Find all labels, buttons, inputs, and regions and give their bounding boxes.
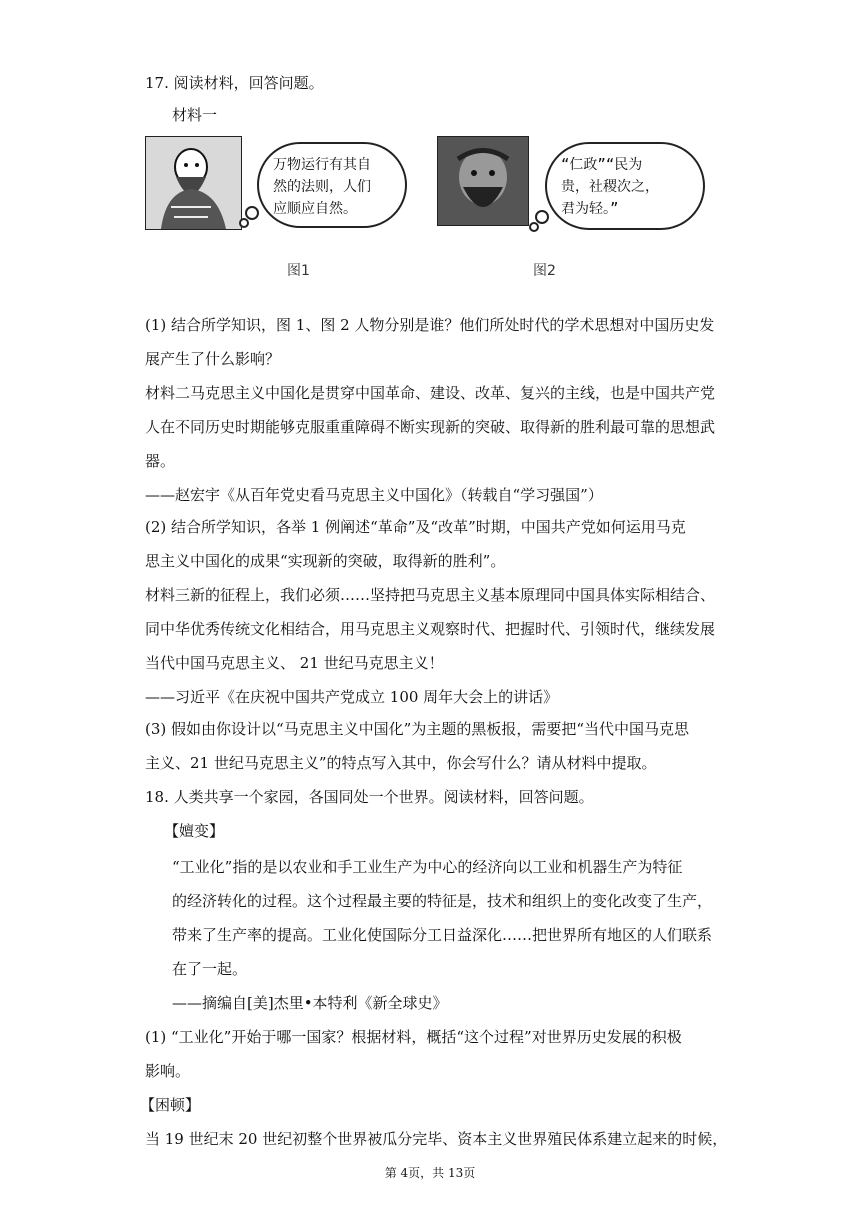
material3-line1: 材料三新的征程上，我们必须……坚持把马克思主义基本原理同中国具体实际相结合、 [145, 586, 716, 604]
q17-sub2-line1: (2) 结合所学知识，各举 1 例阐述“革命”及“改革”时期，中国共产党如何运用马克 [145, 518, 686, 536]
material2-line1: 材料二马克思主义中国化是贯穿中国革命、建设、改革、复兴的主线，也是中国共产党 [145, 384, 716, 402]
material2-source: ——赵宏宇《从百年党史看马克思主义中国化》（转载自“学习强国”） [145, 486, 603, 504]
q18-material-line2: 的经济转化的过程。这个过程最主要的特征是，技术和组织上的变化改变了生产， [172, 892, 713, 910]
material1-figure [145, 128, 725, 288]
q18-section-transform: 【嬗变】 [164, 822, 225, 840]
q17-sub1-line1: (1) 结合所学知识，图 1、图 2 人物分别是谁？他们所处时代的学术思想对中国历史发 [145, 316, 715, 334]
figure-caption-2: 图2 [533, 263, 556, 279]
bubble1-line: 应顺应自然。 [273, 201, 357, 217]
material3-source: ——习近平《在庆祝中国共产党成立 100 周年大会上的讲话》 [145, 688, 559, 706]
bubble2-line: “仁政”“民为 [561, 157, 643, 173]
portrait-figure2 [437, 136, 529, 226]
bubble2-line: 君为轻。” [561, 201, 619, 217]
q18-material-line4: 在了一起。 [172, 960, 248, 978]
q18-sub1-line1: (1) “工业化”开始于哪一国家？根据材料，概括“这个过程”对世界历史发展的积极 [145, 1028, 682, 1046]
q17-title: 17. 阅读材料，回答问题。 [145, 74, 324, 92]
material1-label: 材料一 [172, 106, 218, 124]
q17-sub1-line2: 展产生了什么影响？ [145, 350, 281, 368]
q17-sub2-line2: 思主义中国化的成果“实现新的突破，取得新的胜利”。 [145, 552, 506, 570]
figure-caption-1: 图1 [287, 263, 310, 279]
bubble-dot [245, 206, 259, 220]
portrait-figure1 [145, 136, 242, 230]
q18-material-line1: “工业化”指的是以农业和手工业生产为中心的经济向以工业和机器生产为特征 [172, 858, 683, 876]
q18-sub1-line2: 影响。 [145, 1062, 191, 1080]
q18-title: 18. 人类共享一个家园，各国同处一个世界。阅读材料，回答问题。 [145, 788, 594, 806]
bubble1-line: 万物运行有其自 [273, 157, 371, 173]
q18-material-line3: 带来了生产率的提高。工业化使国际分工日益深化……把世界所有地区的人们联系 [172, 926, 713, 944]
material3-line3: 当代中国马克思主义、 21 世纪马克思主义！ [145, 654, 444, 672]
material2-line3: 器。 [145, 452, 176, 470]
material2-line2: 人在不同历史时期能够克服重重障碍不断实现新的突破、取得新的胜利最可靠的思想武 [145, 418, 716, 436]
bubble1-line: 然的法则，人们 [273, 179, 371, 195]
material3-line2: 同中华优秀传统文化相结合，用马克思主义观察时代、把握时代、引领时代，继续发展 [145, 620, 716, 638]
bubble-dot [535, 210, 549, 224]
speech-bubble-1 [257, 142, 407, 228]
q18-last-line: 当 19 世纪末 20 世纪初整个世界被瓜分完毕、资本主义世界殖民体系建立起来的时候， [145, 1130, 728, 1148]
q17-sub3-line2: 主义、21 世纪马克思主义”的特点写入其中，你会写什么？请从材料中提取。 [145, 754, 657, 772]
bubble-dot [239, 218, 249, 228]
q18-material-source: ——摘编自[美]杰里•本特利《新全球史》 [172, 994, 448, 1012]
speech-bubble-2 [545, 142, 705, 230]
q17-sub3-line1: (3) 假如由你设计以“马克思主义中国化”为主题的黑板报，需要把“当代中国马克思 [145, 720, 690, 738]
q18-section-hardship: 【困顿】 [140, 1096, 201, 1114]
bubble2-line: 贵，社稷次之， [561, 179, 659, 195]
bubble-dot [529, 222, 539, 232]
page-footer: 第 4页，共 13页 [384, 1166, 476, 1180]
